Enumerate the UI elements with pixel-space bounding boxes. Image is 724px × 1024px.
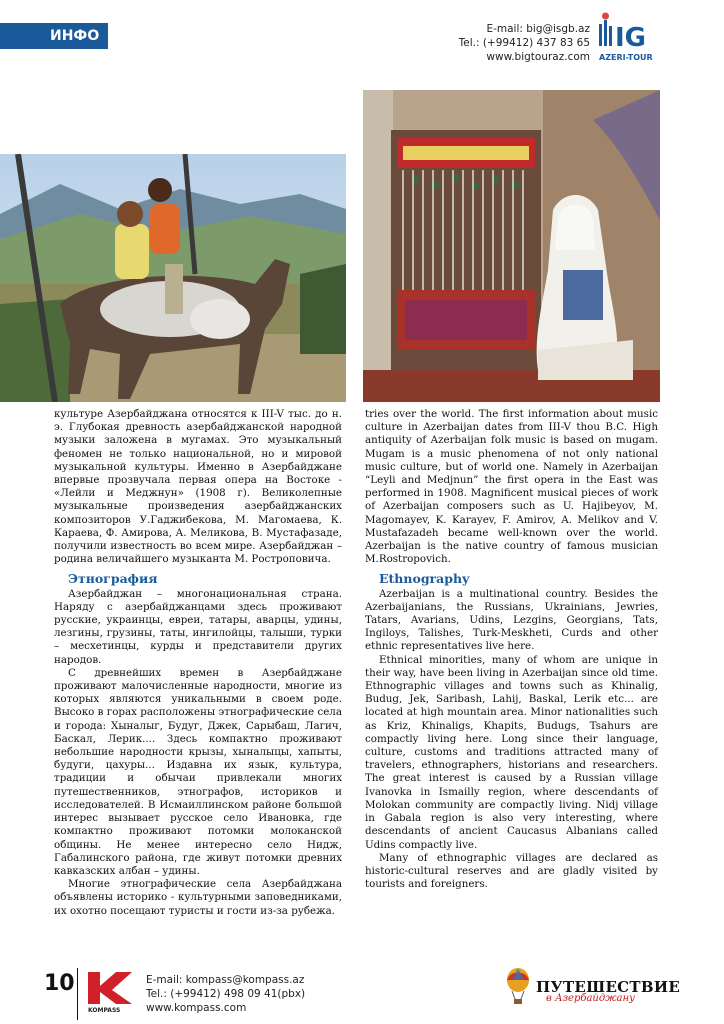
page-number: 10 [44, 971, 75, 996]
header-email[interactable]: E-mail: big@isgb.az [486, 23, 590, 35]
svg-text:IG: IG [615, 23, 647, 53]
header-phone: Tel.: (+99412) 437 83 65 [458, 37, 590, 49]
big-azeri-tour-logo [595, 10, 659, 66]
photo-children-on-donkey [0, 154, 346, 402]
english-text-column [365, 408, 658, 891]
travel-magazine-title: ПУТЕШЕСТВИЕ [536, 978, 681, 996]
header-contacts [459, 22, 590, 64]
footer-website[interactable]: www.kompass.com [146, 1002, 247, 1014]
ru-paragraph-minorities: С древнейших времен в Азербайджане проживают малочисленные народности, многие из которых являются уникальными в своем роде. Высоко в горах расположены этнографические села и города: Хыналыг, Будуг, Джек, Сарыбаш, Лагич, Баскал, Лерик.... Здесь компактно проживают небольшие народности крызы, хыналыцы, хапыты, будуги, цахуры... Издавна их язык, культура, традиции и обычаи привлекали многих путешественников, этнографов, историков и исследователей. В Исмаиллинском районе большой интерес вызывает русское село Ивановка, где компактно проживают потомки молоканской общины. Не менее интересно село Нидж, Габалинского района, где живут потомки древних кавказских албан – удины. [54, 666, 342, 877]
en-paragraph-music: tries over the world. The first information about music culture in Azerbaijan dates from III-V thou B.C. High antiquity of Azerbaijan folk music is based on mugam. Mugam is a music phenomena of not only national music culture, but of world one. Namely in Azerbaijan “Leyli and Medjnun” the first opera in the East was performed in 1908. Magnificent musical pieces of work of Azerbaijan composers such as U. Hajibeyov, M. Magomayev, K. Karayev, F. Amirov, A. Melikov and V. Mustafazadeh became well-known over the world. Azerbaijan is the native country of famous musician M.Rostropovich. [365, 408, 658, 566]
section-tag: ИНФО [0, 23, 108, 49]
photo-woman-at-carpet-loom [363, 90, 660, 402]
ru-paragraph-reserves: Многие этнографические села Азербайджана объявлены историко - культурными заповедниками, их охотно посещают туристы и гости из-за рубежа. [54, 878, 342, 917]
kompass-logo [86, 970, 134, 1014]
travel-magazine-subtitle: в Азербайджану [546, 993, 635, 1004]
footer-email[interactable]: E-mail: kompass@kompass.az [146, 974, 305, 986]
footer-contacts [146, 973, 305, 1015]
header-website[interactable]: www.bigtouraz.com [486, 51, 590, 63]
russian-text-column [54, 408, 342, 918]
svg-text:AZERI-TOUR: AZERI-TOUR [599, 53, 653, 62]
footer-divider [77, 968, 78, 1020]
en-paragraph-minorities: Ethnical minorities, many of whom are unique in their way, have been living in Azerbaijan since old time. Ethnographic villages and towns such as Khinalig, Budug, Jek, Saribash, Lahij, Baskal, Lerik etc... are located at high mountain area. Minor nationalities such as Kriz, Khinaligs, Khapits, Budugs, Tsahurs are compactly living here. Long since their language, culture, customs and traditions attracted many of travelers, ethnographers, historians and researchers. The great interest is caused by a Russian village Ivanovka in Ismailly region, where descendants of Molokan community are compactly living. Nidj village in Gabala region is also very interesting, where descendants of ancient Caucasus Albanians called Udins compactly live. [365, 653, 658, 851]
svg-text:KOMPASS: KOMPASS [88, 1007, 121, 1014]
ru-paragraph-music: культуре Азербайджана относятся к III-V тыс. до н. э. Глубокая древность азербайджанской народной музыки заложена в мугамах. Это музыкальный феномен не только национальной, но и мировой музыкальной культуры. Именно в Азербайджане впервые прозвучала первая опера на Востоке - «Лейли и Меджнун» (1908 г). Великолепные музыкальные произведения азербайджанских композиторов У.Гаджибекова, М. Магомаева, К. Караева, Ф. Амирова, А. Меликова, В. Мустафазаде, получили известность во всем мире. Азербайджан – родина величайшего музыканта М. Ростроповича. [54, 408, 342, 566]
ru-paragraph-multinational: Азербайджан – многонациональная страна. Наряду с азербайджанцами здесь проживают русские, украинцы, евреи, татары, аварцы, удины, лезгины, грузины, таты, ингилойцы, талыши, турки – месхетинцы, курды и представители других народов. [54, 587, 342, 666]
footer-phone: Tel.: (+99412) 498 09 41(pbx) [146, 988, 306, 1000]
en-paragraph-multinational: Azerbaijan is a multinational country. Besides the Azerbaijanians, the Russians, Ukrainians, Jewries, Tatars, Avarians, Udins, Lezgins, Georgians, Tats, Ingiloys, Talishes, Turk-Meskheti, Curds and other ethnic representatives live here. [365, 587, 658, 653]
en-paragraph-reserves: Many of ethnographic villages are declared as historic-cultural reserves and are gladly visited by tourists and foreigners. [365, 851, 658, 891]
en-heading-ethnography: Ethnography [379, 571, 470, 587]
ru-heading-ethnography: Этнография [68, 571, 158, 587]
